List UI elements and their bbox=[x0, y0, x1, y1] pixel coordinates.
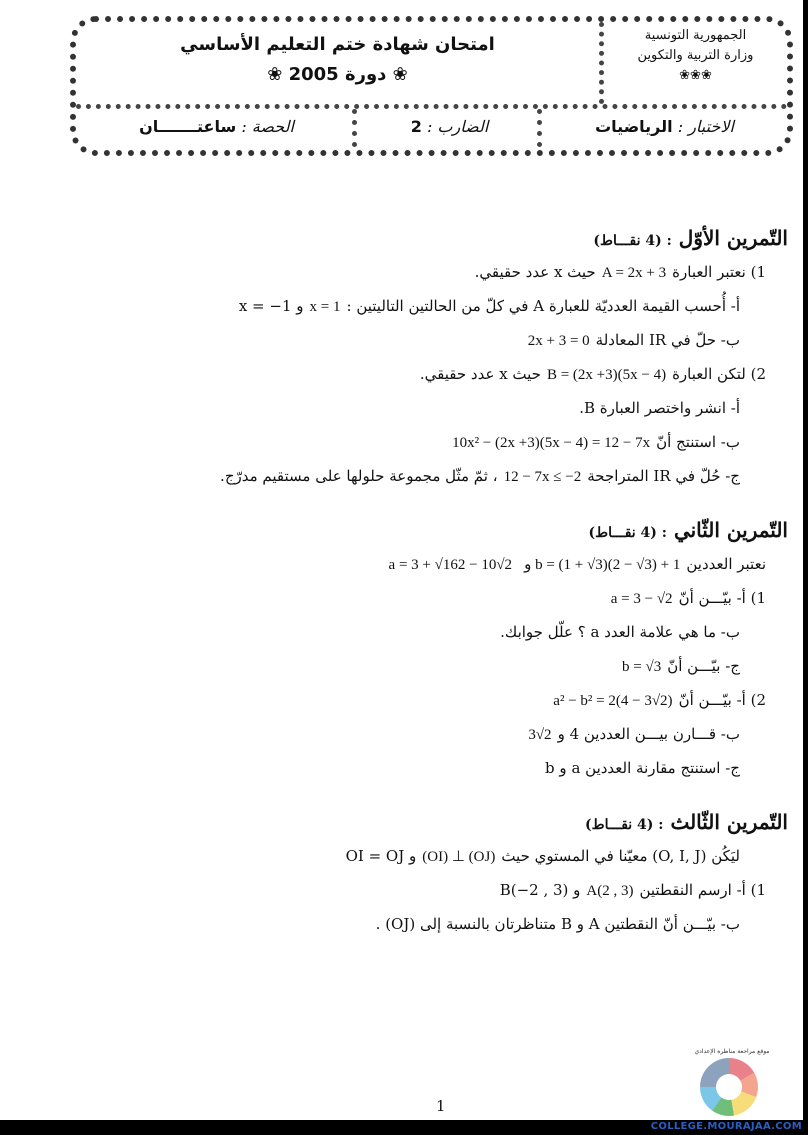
exercise-2 bbox=[80, 518, 788, 786]
duration-cell bbox=[76, 109, 357, 147]
points-label: : (4 نقـــاط) bbox=[588, 525, 667, 541]
coefficient-label: الضارب : bbox=[426, 117, 489, 136]
exercise-title: التّمرين الأوّل : (4 نقـــاط) bbox=[593, 226, 788, 250]
coefficient-cell bbox=[352, 109, 542, 147]
question-line: نعتبر العددينa = 3 + √162 − 10√2 و b = (1 + √3)(2 − √3) + 1 bbox=[388, 555, 766, 573]
question-line: 2) لتكن العبارةB = (2x +3)(5x − 4)حيث x عدد حقيقي. bbox=[419, 365, 766, 383]
exercise-title: التّمرين الثّالث : (4 نقـــاط) bbox=[585, 810, 788, 834]
question-line: أ- أُحسب القيمة العدديّة للعبارة A في كلّ من الحالتين التاليتين :x = 1و x = −1 bbox=[238, 297, 740, 315]
exam-header-box bbox=[70, 16, 793, 156]
question-line: 1) نعتبر العبارةA = 2x + 3حيث x عدد حقيقي. bbox=[474, 263, 766, 281]
exercise-3 bbox=[80, 810, 788, 942]
exam-title-block bbox=[76, 30, 599, 90]
exam-content bbox=[80, 220, 788, 942]
question-line: أ- انشر واختصر العبارة B. bbox=[579, 399, 740, 417]
exercise-1 bbox=[80, 226, 788, 494]
subject-value: الرياضيات bbox=[595, 117, 673, 136]
exam-title: امتحان شهادة ختم التعليم الأساسي bbox=[180, 34, 495, 55]
page-number: 1 bbox=[436, 1097, 446, 1115]
duration-value: ساعتـــــــان bbox=[139, 117, 237, 136]
ornament-icon: ❀❀❀ bbox=[679, 68, 712, 83]
site-watermark: COLLEGE.MOURAJAA.COM bbox=[650, 1121, 802, 1132]
site-logo bbox=[692, 1050, 772, 1118]
points-label: : (4 نقـــاط) bbox=[593, 233, 672, 249]
exercise-title: التّمرين الثّاني : (4 نقـــاط) bbox=[588, 518, 788, 542]
question-line: ج- بيّـــن أنّb = √3 bbox=[622, 657, 740, 675]
header-info-row bbox=[76, 109, 787, 149]
header-top-row bbox=[76, 22, 787, 109]
points-label: : (4 نقـــاط) bbox=[585, 817, 664, 833]
question-line: ب- حلّ في IR المعادلة2x + 3 = 0 bbox=[527, 331, 740, 349]
ministry-block bbox=[599, 22, 787, 104]
scan-edge-strip bbox=[803, 0, 808, 1135]
question-line: 1) أ- ارسم النقطتينA(2 , 3)و B(−2 , 3) bbox=[499, 881, 766, 899]
question-line: ب- استنتج أنّ10x² − (2x +3)(5x − 4) = 12 − 7x bbox=[452, 433, 740, 451]
question-line: ب- بيّـــن أنّ النقطتين A و B متناظرتان بالنسبة إلى (OJ) . bbox=[375, 915, 740, 933]
question-line: ج- استنتج مقارنة العددين a و b bbox=[545, 759, 740, 777]
exam-session: ❀ دورة 2005 ❀ bbox=[267, 64, 408, 85]
question-line: ج- حُلّ في IR المتراجحة12 − 7x ≤ −2، ثمّ مثّل مجموعة حلولها على مستقيم مدرّج. bbox=[220, 467, 740, 485]
question-line: ب- ما هي علامة العدد a ؟ علّل جوابك. bbox=[500, 623, 740, 641]
logo-caption: موقع مراجعة مناظرة الإعدادي bbox=[694, 1048, 770, 1055]
question-line: 2) أ- بيّـــن أنّa² − b² = 2(4 − 3√2) bbox=[553, 691, 766, 709]
subject-label: الاختبار : bbox=[677, 117, 734, 136]
question-line: ب- قـــارن بيـــن العددين 4 و3√2 bbox=[528, 725, 740, 743]
question-line: ليَكُن (O, I, J) معيّنا في المستوي حيث(OI) ⊥ (OJ)و OI = OJ bbox=[345, 847, 740, 865]
coefficient-value: 2 bbox=[410, 117, 422, 136]
republic-label: الجمهورية التونسية bbox=[644, 28, 747, 43]
question-line: 1) أ- بيّـــن أنّa = 3 − √2 bbox=[610, 589, 766, 607]
ministry-label: وزارة التربية والتكوين bbox=[637, 48, 754, 63]
duration-label: الحصة : bbox=[241, 117, 294, 136]
subject-cell bbox=[537, 109, 787, 147]
